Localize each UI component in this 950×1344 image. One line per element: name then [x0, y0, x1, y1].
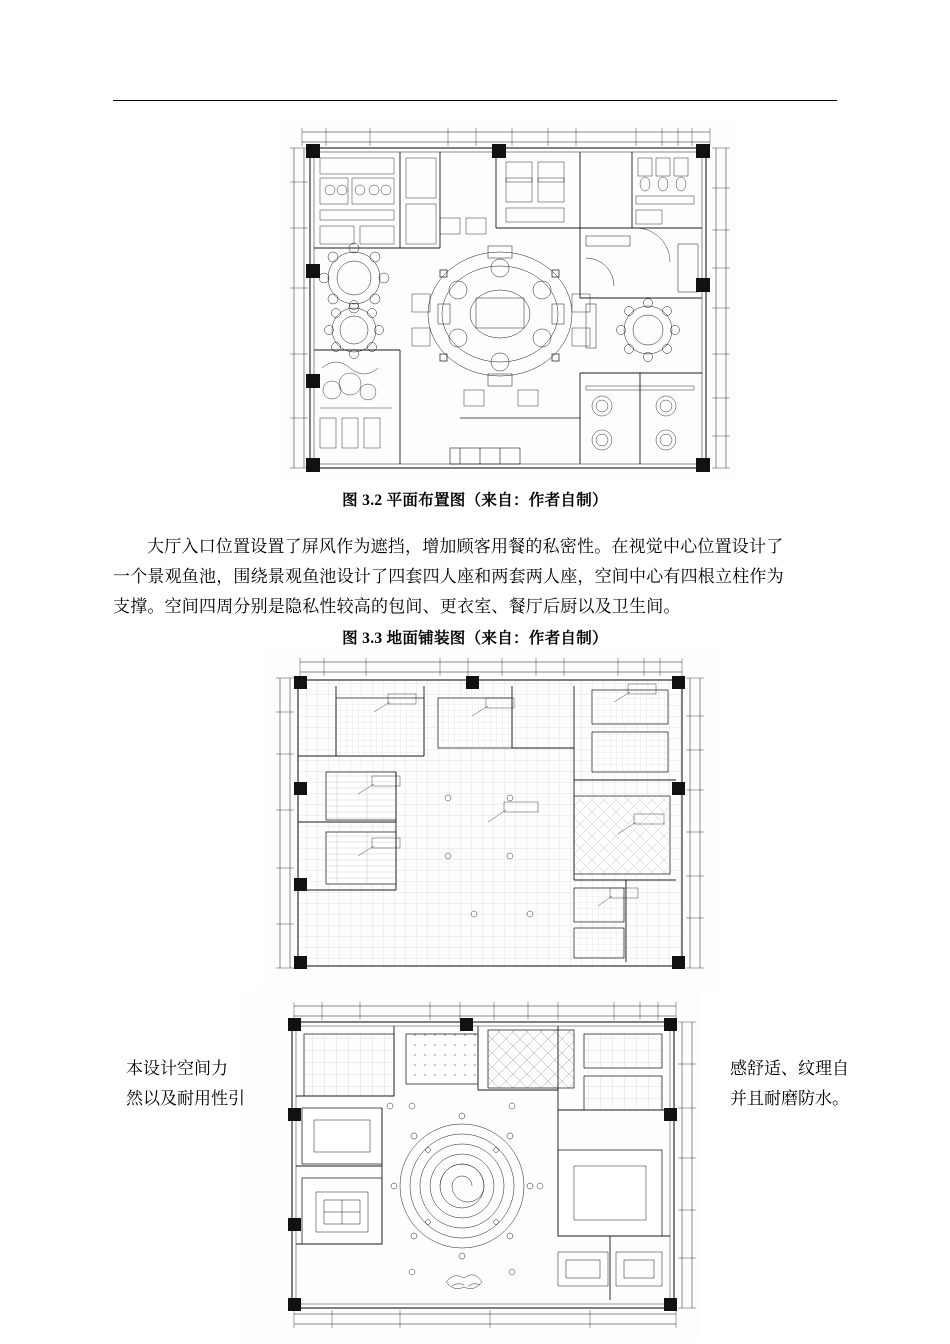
paragraph-fragment-left-1: 本设计空间力 — [126, 1059, 228, 1078]
paragraph-layout-description — [113, 532, 837, 622]
cad-drawing-ceiling-plan — [240, 990, 700, 1340]
figure-floor-plan-furniture — [280, 118, 736, 478]
figure-floor-paving-plan — [262, 650, 718, 990]
cad-drawing-paving-plan — [262, 650, 718, 990]
paragraph-line-3: 支撑。空间四周分别是隐私性较高的包间、更衣室、餐厅后厨以及卫生间。 — [113, 597, 681, 616]
figure-ceiling-plan — [240, 990, 700, 1340]
paragraph-fragment-left-2: 然以及耐用性引 — [126, 1089, 245, 1108]
paragraph-fragment-right-2: 并且耐磨防水。 — [730, 1089, 849, 1108]
paragraph-line-1: 大厅入口位置设置了屏风作为遮挡，增加顾客用餐的私密性。在视觉中心位置设计了 — [147, 537, 784, 556]
figure-caption-3-3: 图 3.3 地面铺装图（来自：作者自制） — [342, 630, 608, 647]
paragraph-line-2: 一个景观鱼池，围绕景观鱼池设计了四套四人座和两套两人座，空间中心有四根立柱作为 — [113, 567, 784, 586]
paragraph-fragment-right-1: 感舒适、纹理自 — [730, 1059, 849, 1078]
figure-caption-3-2: 图 3.2 平面布置图（来自：作者自制） — [342, 492, 608, 509]
header-rule — [113, 100, 837, 101]
cad-drawing-furniture-plan — [280, 118, 736, 478]
